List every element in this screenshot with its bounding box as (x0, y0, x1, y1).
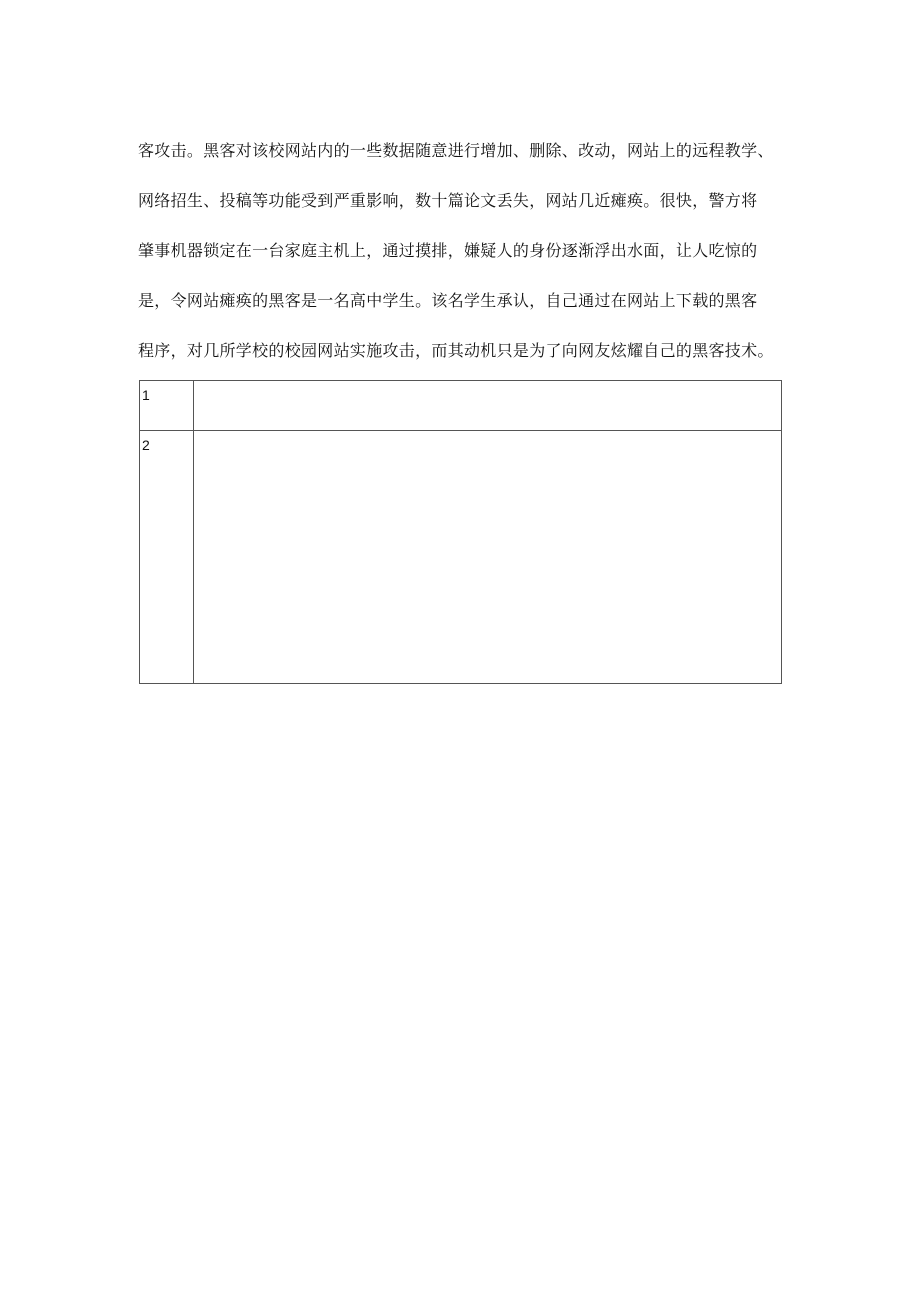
paragraph (138, 141, 792, 361)
paragraph-line: 程序，对几所学校的校园网站实施攻击，而其动机只是为了向网友炫耀自己的黑客技术。 (138, 341, 774, 360)
table-row (140, 381, 782, 431)
table-row (140, 431, 782, 684)
row-number-cell: 2 (140, 431, 194, 684)
answer-table (139, 380, 782, 684)
paragraph-line: 是，令网站瘫痪的黑客是一名高中学生。该名学生承认，自己通过在网站上下载的黑客 (138, 291, 758, 310)
paragraph-line: 肇事机器锁定在一台家庭主机上，通过摸排，嫌疑人的身份逐渐浮出水面，让人吃惊的 (138, 241, 758, 260)
answer-cell (194, 431, 782, 684)
answer-cell (194, 381, 782, 431)
paragraph-line: 网络招生、投稿等功能受到严重影响，数十篇论文丢失，网站几近瘫痪。很快，警方将 (138, 191, 758, 210)
paragraph-line: 客攻击。黑客对该校网站内的一些数据随意进行增加、删除、改动，网站上的远程教学、 (138, 141, 774, 160)
row-number-cell: 1 (140, 381, 194, 431)
